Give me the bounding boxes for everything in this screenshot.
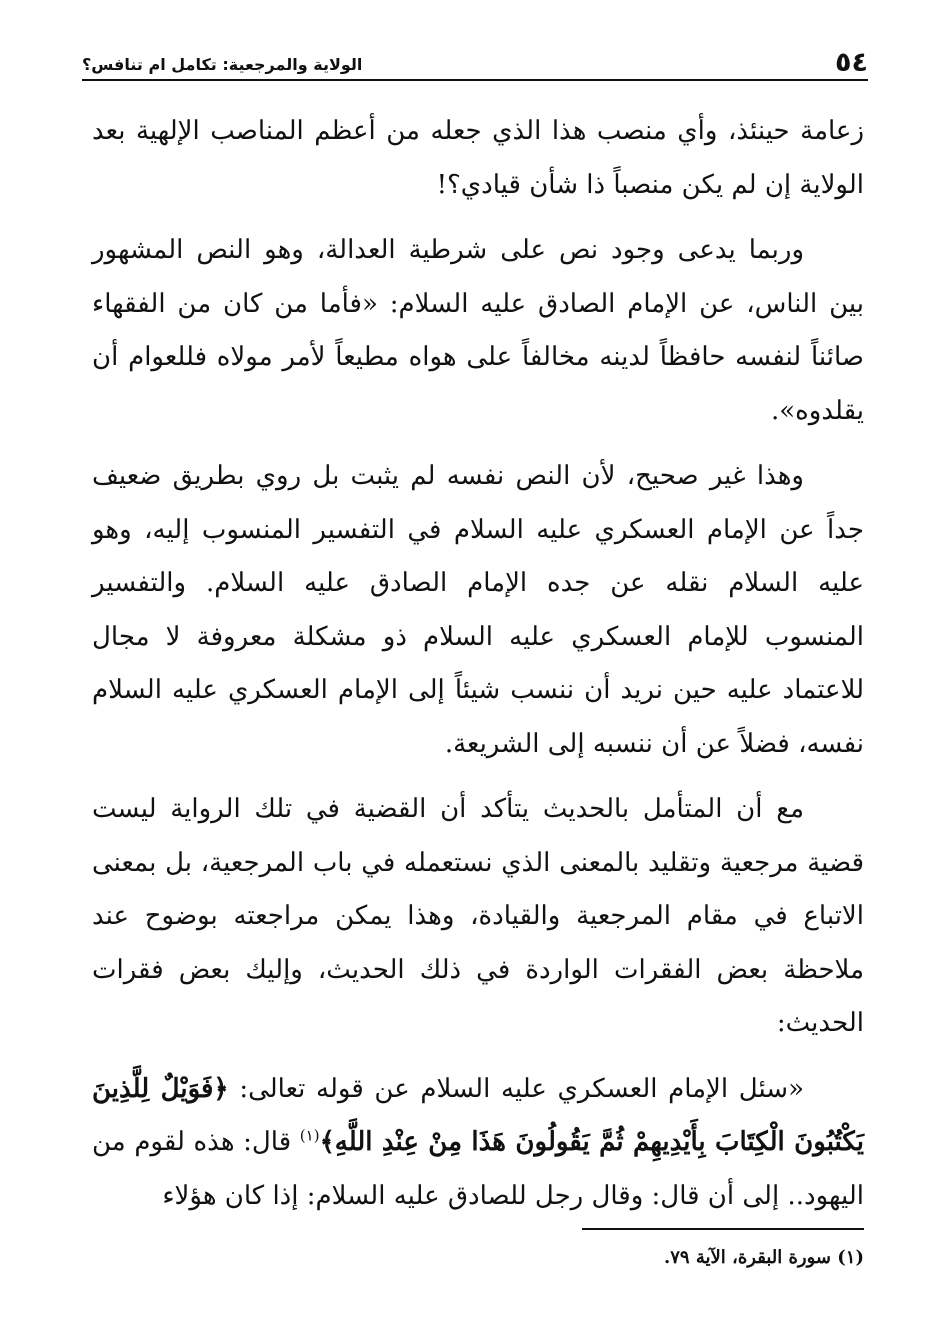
quote-intro: «سئل الإمام العسكري عليه السلام عن قوله تعالى:	[228, 1073, 804, 1104]
quote-continuation: قال: هذه لقوم من اليهود.. إلى أن قال: وقال رجل للصادق عليه السلام: إذا كان هؤلاء	[92, 1127, 864, 1211]
page-header	[82, 40, 868, 76]
quran-verse: ﴿فَوَيْلٌ لِلَّذِينَ يَكْتُبُونَ الْكِتَابَ بِأَيْدِيهِمْ ثُمَّ يَقُولُونَ هَذَا مِنْ عِنْدِ اللَّهِ﴾	[92, 1073, 864, 1157]
footnote-marker: (١)	[299, 1126, 320, 1145]
paragraph-4: مع أن المتأمل بالحديث يتأكد أن القضية في تلك الرواية ليست قضية مرجعية وتقليد بالمعنى الذي نستعمله في باب المرجعية، بل بمعنى الاتباع في مقام المرجعية والقيادة، وهذا يمكن مراجعته بوضوح عند ملاحظة بعض الفقرات الواردة في ذلك الحديث، وإليك بعض فقرات الحديث:	[92, 794, 864, 1038]
header-rule	[82, 79, 868, 81]
footnote: (١) سورة البقرة، الآية ٧٩.	[663, 1247, 864, 1268]
footnote-rule	[582, 1228, 864, 1230]
paragraph-1: زعامة حينئذ، وأي منصب هذا الذي جعله من أعظم المناصب الإلهية بعد الولاية إن لم يكن منصباً ذا شأن قيادي؟!	[92, 116, 864, 200]
running-title: الولاية والمرجعية: تكامل ام تنافس؟	[82, 55, 363, 74]
page-number: ٥٤	[835, 47, 868, 78]
quoted-hadith	[92, 1063, 864, 1224]
paragraph-2: وربما يدعى وجود نص على شرطية العدالة، وهو النص المشهور بين الناس، عن الإمام الصادق عليه السلام: «فأما من كان من الفقهاء صائناً لنفسه حافظاً لدينه مخالفاً على هواه مطيعاً لأمر مولاه فللعوام أن يقلدوه».	[92, 235, 864, 426]
main-text	[92, 105, 864, 1235]
paragraph-3: وهذا غير صحيح، لأن النص نفسه لم يثبت بل روي بطريق ضعيف جداً عن الإمام العسكري عليه السلام في التفسير المنسوب إليه، وهو عليه السلام نقله عن جده الإمام الصادق عليه السلام. والتفسير المنسوب للإمام العسكري عليه السلام ذو مشكلة معروفة لا مجال للاعتماد عليه حين نريد أن ننسب شيئاً إلى الإمام العسكري عليه السلام نفسه، فضلاً عن أن ننسبه إلى الشريعة.	[92, 461, 864, 759]
